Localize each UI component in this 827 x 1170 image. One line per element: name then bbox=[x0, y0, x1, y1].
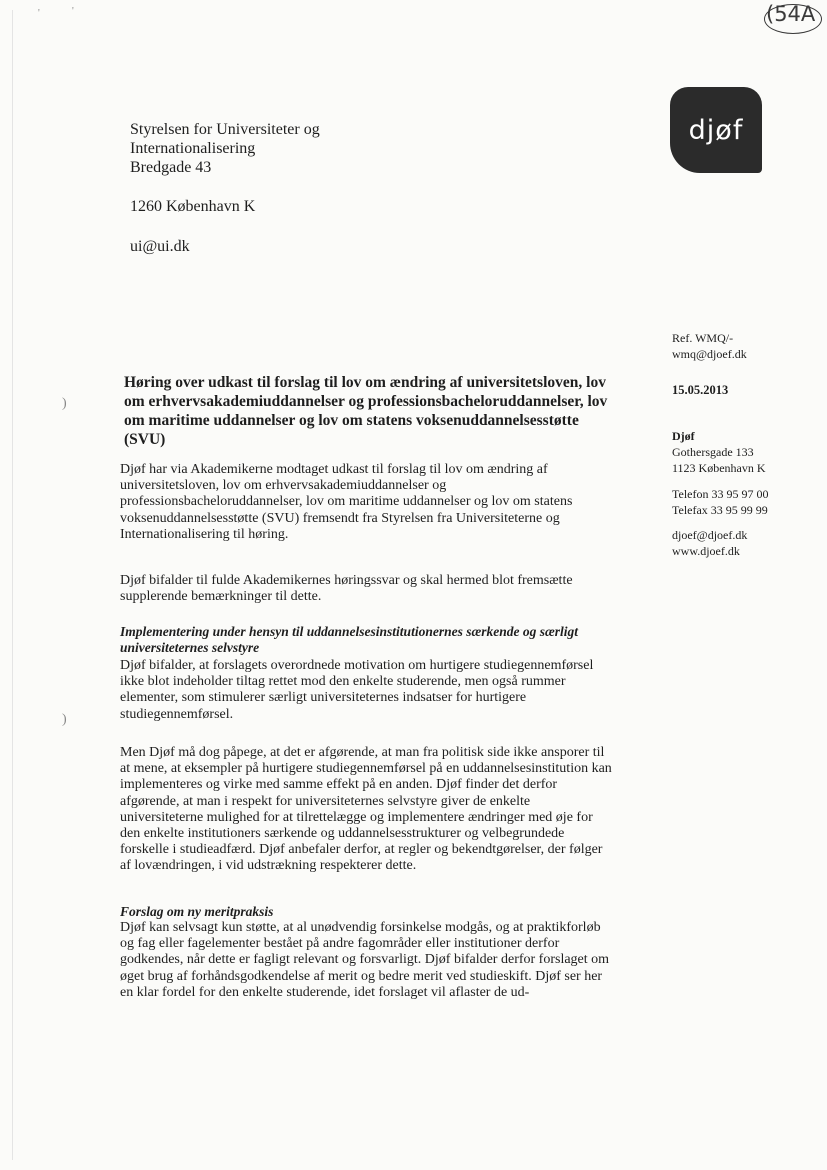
handwritten-reference-mark: (54A bbox=[766, 2, 816, 26]
sender-email: djoef@djoef.dk bbox=[672, 528, 748, 542]
recipient-address bbox=[130, 120, 320, 177]
sender-street: Gothersgade 133 bbox=[672, 445, 754, 459]
sender-fax: Telefax 33 95 99 99 bbox=[672, 503, 768, 517]
scan-speck: ' bbox=[38, 8, 40, 19]
recipient-line-1: Styrelsen for Universiteter og bbox=[130, 121, 320, 138]
paragraph-merit: Djøf kan selvsagt kun støtte, at al unødvendig forsinkelse modgås, og at praktikforløb og fag eller fagelementer bestået på andre fagområder eller institutioner derfor godkendes, når dette er fagligt relevant og forsvarligt. Djøf bifalder derfor forslaget om øget brug af forhåndsgodkendelse af merit og bedre merit ved studieskift. Djøf ser her en klar fordel for den enkelte studerende, idet forslaget vil aflaster de ud- bbox=[120, 920, 610, 1000]
djof-logo bbox=[670, 87, 762, 173]
scan-speck: ) bbox=[62, 712, 67, 727]
sender-name: Djøf bbox=[672, 429, 695, 443]
paragraph-implementation-1: Djøf bifalder, at forslagets overordnede motivation om hurtigere studiegennemførsel ikke blot indeholder tiltag rettet mod den enkelte studerende, men også rummer elementer, som stimulerer særligt universiteternes indsatser for hurtigere studiegennemførsel. bbox=[120, 658, 594, 722]
sender-address bbox=[672, 428, 766, 476]
reference-code: Ref. WMQ/- bbox=[672, 331, 734, 345]
recipient-line-2: Internationalisering bbox=[130, 140, 256, 157]
sender-website: www.djoef.dk bbox=[672, 544, 740, 558]
scan-speck: ) bbox=[62, 396, 67, 411]
sender-city: 1123 København K bbox=[672, 461, 766, 475]
sender-online bbox=[672, 527, 747, 559]
scan-speck: ' bbox=[72, 6, 74, 17]
sender-phone: Telefon 33 95 97 00 bbox=[672, 487, 769, 501]
section-heading-implementation: Implementering under hensyn til uddannelsesinstitutionernes særkende og særligt universiteternes selvstyre bbox=[120, 624, 578, 656]
recipient-email: ui@ui.dk bbox=[130, 238, 190, 255]
sidebar-reference bbox=[672, 330, 747, 362]
recipient-postal: 1260 København K bbox=[130, 198, 256, 215]
paragraph-support: Djøf bifalder til fulde Akademikernes høringssvar og skal hermed blot fremsætte supplerende bemærkninger til dette. bbox=[120, 573, 573, 605]
letter-title: Høring over udkast til forslag til lov om ændring af universitetsloven, lov om erhvervsakademiuddannelser og professionsbacheloruddannelser, lov om maritime uddannelser og lov om statens voksenuddannelsesstøtte (SVU) bbox=[124, 374, 608, 448]
sender-contact-numbers bbox=[672, 486, 768, 518]
section-heading-merit: Forslag om ny meritpraksis bbox=[120, 904, 274, 919]
paragraph-implementation-2: Men Djøf må dog påpege, at det er afgørende, at man fra politisk side ikke ansporer til at mene, at eksempler på hurtigere studiegennemførsel på en uddannelsesinstitution kan implementeres og virke med samme effekt på en anden. Djøf finder det derfor afgørende, at man i respekt for universiteternes selvstyre giver de enkelte universiteterne mulighed for at tilrettelægge og implementere ændringer med øje for den enkelte institutioners særkende og uddannelsesstrukturer og velbegrundede forskelle i studieadfærd. Djøf anbefaler derfor, at regler og bekendtgørelser, der følger af lovændringen, i vid udstrækning respekterer dette. bbox=[120, 745, 612, 874]
letter-date: 15.05.2013 bbox=[672, 383, 729, 397]
logo-text: djøf bbox=[688, 114, 744, 146]
paragraph-intro: Djøf har via Akademikerne modtaget udkast til forslag til lov om ændring af universitetsloven, lov om erhvervsakademiuddannelser og professionsbacheloruddannelser, lov om maritime uddannelser og lov om statens voksenuddannelsesstøtte (SVU) fremsendt fra Styrelsen fra Universiteterne og Internationalisering til høring. bbox=[120, 462, 573, 542]
recipient-line-3: Bredgade 43 bbox=[130, 159, 212, 176]
scan-margin-line bbox=[12, 10, 13, 1160]
reference-email: wmq@djoef.dk bbox=[672, 347, 747, 361]
